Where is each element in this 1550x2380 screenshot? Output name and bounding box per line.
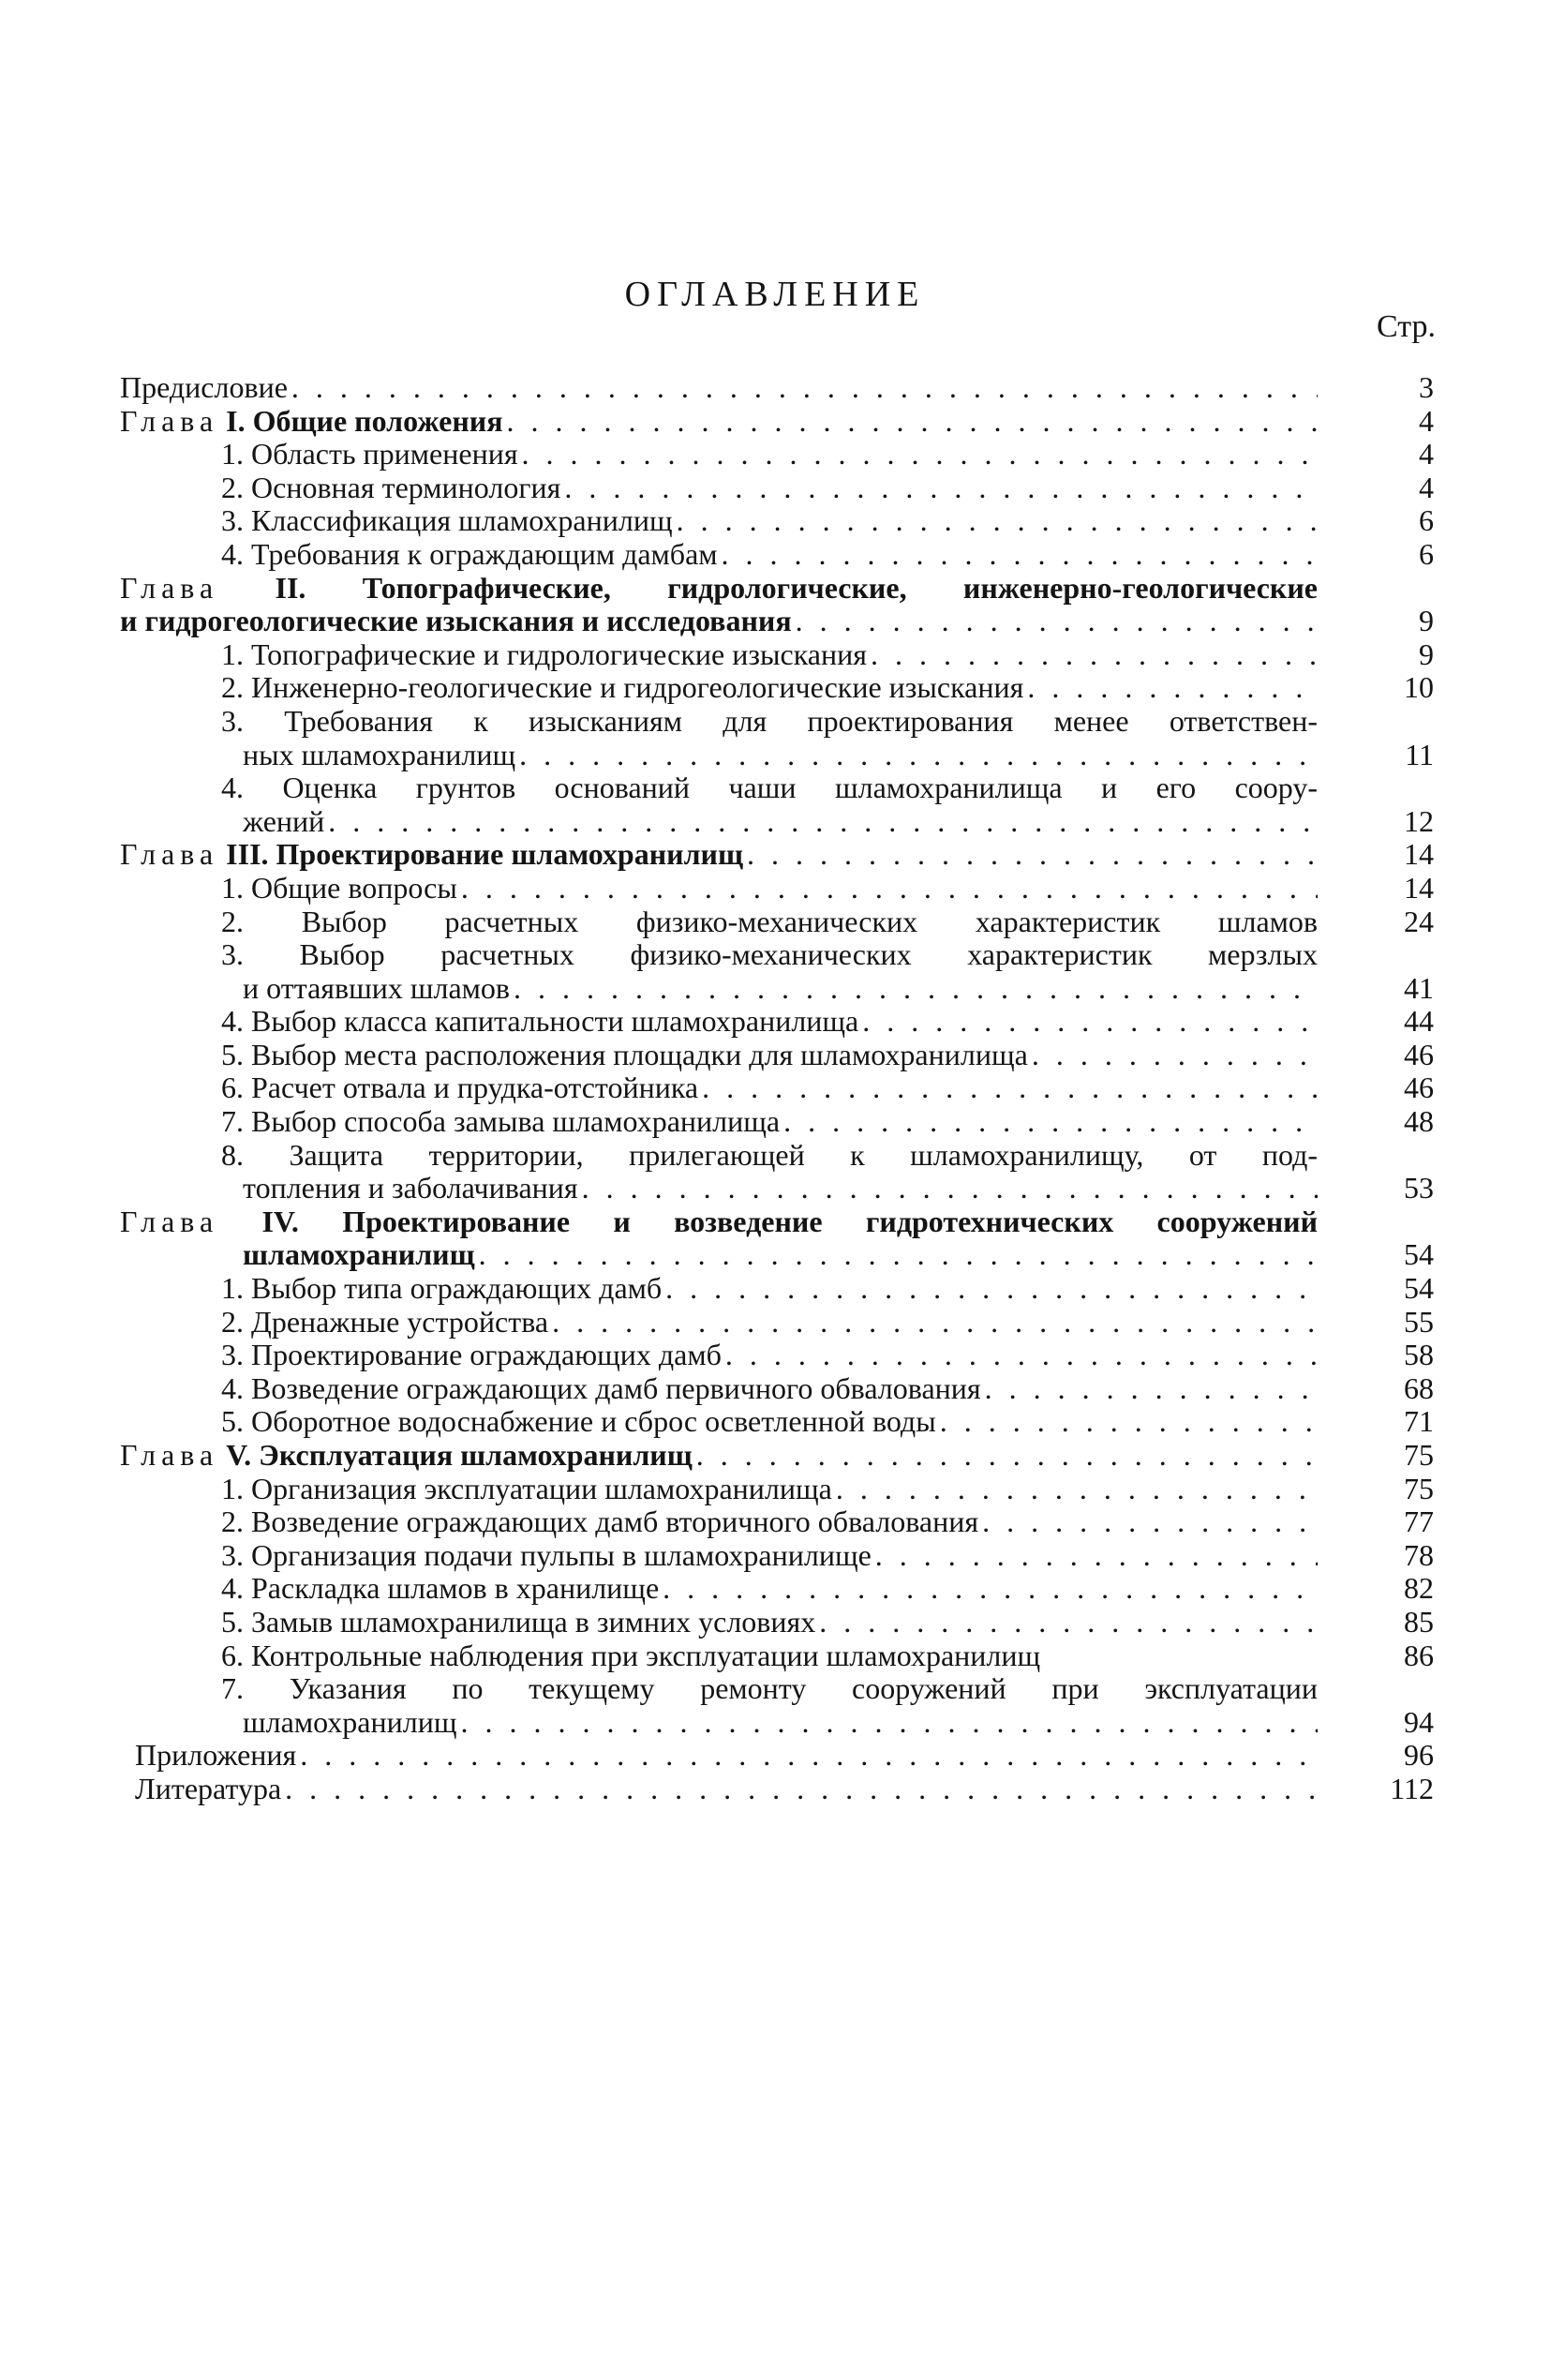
toc-entry (120, 1639, 1434, 1673)
toc-entry (120, 638, 1434, 672)
toc-entry-number: 2. (221, 1504, 244, 1539)
toc-page-number: 77 (1404, 1504, 1434, 1539)
toc-entry-title-line1: Требования к изысканиям для проектирования менее ответствен- (284, 703, 1319, 738)
toc-entry-title: Выбор типа ограждающих дамб (251, 1271, 663, 1306)
toc-page-number: 6 (1419, 536, 1434, 571)
toc-entry-title: Дренажные устройства (251, 1304, 549, 1339)
toc-entry-title: I. Общие положения (226, 403, 503, 438)
toc-entry-title: Раскладка шламов в хранилище (251, 1571, 660, 1606)
toc-entry (120, 1071, 1434, 1105)
toc-page-number: 4 (1419, 437, 1434, 472)
toc-page-number: 14 (1404, 837, 1434, 872)
toc-entry-title-line2: жений (243, 803, 325, 838)
toc-chapter (120, 838, 1434, 872)
toc-entry-number: 3. (221, 1338, 244, 1372)
toc-page-number: 14 (1404, 870, 1434, 905)
toc-entry-number: 1. (221, 636, 244, 671)
toc-entry (120, 1773, 1434, 1806)
toc-page-number: 9 (1419, 604, 1434, 638)
toc-entry-title: Возведение ограждающих дамб вторичного обвалования (251, 1504, 979, 1539)
toc-entry-title-line2: ных шламохранилищ (243, 737, 516, 771)
toc-entry-title: Возведение ограждающих дамб первичного обвалования (251, 1370, 981, 1405)
toc-entry-title-line1: Указания по текущему ремонту сооружений при эксплуатации (289, 1671, 1319, 1706)
toc-entry-number: 1. (221, 1471, 244, 1505)
toc-page-number: 54 (1404, 1237, 1434, 1272)
toc-page-number: 71 (1404, 1404, 1434, 1439)
toc-entry-number: 5. (221, 1404, 244, 1439)
toc-entry-number: 6. (221, 1638, 244, 1672)
toc-entry-number: 4. (221, 536, 244, 571)
toc-entry-title-line1: Оценка грунтов оснований чаши шламохранилища и его соору- (282, 771, 1319, 805)
toc-entry-title-line1: Защита территории, прилегающей к шламохранилищу, от под- (289, 1137, 1318, 1172)
toc-entry-title: Расчет отвала и прудка-отстойника (251, 1070, 699, 1105)
toc-page-number: 85 (1404, 1604, 1434, 1639)
toc-entry-number: 3. (221, 937, 244, 972)
toc-entry-title-line2: шламохранилищ (243, 1237, 475, 1272)
toc-entry-number: 4. (221, 771, 244, 805)
toc-page-number: 46 (1404, 1037, 1434, 1071)
toc-page-number: 10 (1404, 670, 1434, 705)
toc-page-number: 3 (1419, 370, 1434, 404)
toc-entry-number: 1. (221, 870, 244, 905)
toc-entry-title: V. Эксплуатация шламохранилищ (226, 1438, 693, 1472)
chapter-word: Глава (120, 1204, 219, 1238)
toc-entry (120, 1672, 1434, 1739)
toc-entry (120, 371, 1434, 405)
toc-entry-number: 1. (221, 437, 244, 472)
toc-entry-title-line2: шламохранилищ (243, 1704, 457, 1739)
toc-entry (120, 1139, 1434, 1205)
chapter-word: Глава (120, 1438, 219, 1472)
toc-page-number: 53 (1404, 1171, 1434, 1205)
toc-entry-number: 4. (221, 1370, 244, 1405)
toc-entry (120, 538, 1434, 572)
toc-entry-title: Инженерно-геологические и гидрогеологические изыскания (251, 670, 1024, 705)
toc-entry (120, 1039, 1434, 1072)
toc-entry-title: Литература (135, 1771, 282, 1805)
toc-entry-title: Классификация шламохранилищ (251, 503, 673, 538)
toc-entry-number: 7. (221, 1671, 244, 1706)
toc-entry-title: Общие вопросы (251, 870, 457, 905)
toc-page-number: 82 (1404, 1571, 1434, 1606)
toc-entry (120, 1272, 1434, 1306)
toc-entry (120, 472, 1434, 505)
toc-chapter (120, 1205, 1434, 1272)
toc-entry (120, 1539, 1434, 1573)
toc-chapter (120, 572, 1434, 638)
toc-page-number: 112 (1390, 1771, 1434, 1805)
toc-chapter (120, 1439, 1434, 1473)
toc-page-number: 24 (1404, 904, 1434, 938)
toc-page-number: 94 (1404, 1704, 1434, 1739)
toc-entry-number: 6. (221, 1070, 244, 1105)
toc-page-number: 75 (1404, 1438, 1434, 1472)
toc-page-number: 46 (1404, 1070, 1434, 1105)
toc-page-number: 4 (1419, 470, 1434, 504)
toc-entry-title: III. Проектирование шламохранилищ (226, 837, 743, 872)
toc-entry-title: Приложения (135, 1738, 297, 1773)
chapter-word: Глава (120, 403, 219, 438)
toc-entry-number: 3. (221, 503, 244, 538)
toc-entry (120, 504, 1434, 538)
toc-entry (120, 1405, 1434, 1439)
toc-entry (120, 1372, 1434, 1406)
toc-entry (120, 1306, 1434, 1340)
toc-page-number: 48 (1404, 1104, 1434, 1139)
toc-entry-title: Выбор класса капитальности шламохранилища (251, 1004, 859, 1039)
toc-entry (120, 1339, 1434, 1372)
toc-entry (120, 705, 1434, 771)
toc-entry-title: Оборотное водоснабжение и сброс осветленной воды (251, 1404, 936, 1439)
toc-entry (120, 438, 1434, 472)
table-of-contents (120, 371, 1434, 1806)
toc-entry-title-line2: и гидрогеологические изыскания и исследования (120, 604, 792, 638)
page-title: ОГЛАВЛЕНИЕ (624, 275, 926, 314)
toc-page-number: 54 (1404, 1271, 1434, 1306)
toc-page-number: 55 (1404, 1304, 1434, 1339)
toc-page-number: 6 (1419, 503, 1434, 538)
toc-entry-number: 2. (221, 470, 244, 504)
toc-entry-title: Выбор способа замыва шламохранилища (251, 1104, 781, 1139)
toc-entry-number: 5. (221, 1604, 244, 1639)
toc-entry-title: Организация эксплуатации шламохранилища (251, 1471, 832, 1505)
toc-page-number: 12 (1404, 803, 1434, 838)
toc-entry-title-line1: IV. Проектирование и возведение гидротехнических сооружений (261, 1204, 1319, 1238)
toc-page-number: 68 (1404, 1370, 1434, 1405)
toc-page-number: 9 (1419, 636, 1434, 671)
toc-entry-title: Топографические и гидрологические изыскания (251, 636, 867, 671)
toc-entry-title: Основная терминология (251, 470, 561, 504)
toc-page-number: 44 (1404, 1004, 1434, 1039)
toc-entry (120, 1606, 1434, 1639)
toc-page-number: 58 (1404, 1338, 1434, 1372)
toc-entry-title: Замыв шламохранилища в зимних условиях (251, 1604, 816, 1639)
toc-entry-number: 7. (221, 1104, 244, 1139)
toc-entry (120, 938, 1434, 1005)
toc-entry-number: 4. (221, 1571, 244, 1606)
toc-entry (120, 906, 1434, 939)
toc-entry-title-line2: топления и заболачивания (243, 1171, 578, 1205)
toc-page-number: 41 (1404, 970, 1434, 1005)
toc-entry-number: 3. (221, 1537, 244, 1572)
toc-entry (120, 872, 1434, 906)
toc-entry (120, 1473, 1434, 1506)
toc-entry (120, 1739, 1434, 1773)
toc-entry-number: 2. (221, 1304, 244, 1339)
toc-page-number: 86 (1404, 1638, 1434, 1672)
toc-entry-number: 2. (221, 904, 244, 938)
toc-entry-title: Выбор расчетных физико-механических характеристик шламов (301, 904, 1318, 938)
toc-entry-number: 4. (221, 1004, 244, 1039)
toc-entry-title-line1: Выбор расчетных физико-механических характеристик мерзлых (299, 937, 1318, 972)
toc-entry (120, 1572, 1434, 1606)
toc-entry-title: Контрольные наблюдения при эксплуатации шламохранилищ (251, 1638, 1041, 1672)
toc-chapter (120, 405, 1434, 439)
toc-page-number: 78 (1404, 1537, 1434, 1572)
toc-entry-title: Выбор места расположения площадки для шламохранилища (251, 1037, 1028, 1071)
toc-entry-number: 2. (221, 670, 244, 705)
toc-entry-title: Предисловие (120, 370, 288, 404)
toc-entry-title-line2: и оттаявших шламов (243, 970, 511, 1005)
toc-entry-title-line1: II. Топографические, гидрологические, инженерно-геологические (275, 570, 1319, 605)
toc-entry-title: Область применения (251, 437, 518, 472)
page-column-label: Стр. (1376, 309, 1436, 344)
toc-entry (120, 1105, 1434, 1139)
toc-entry-title: Требования к ограждающим дамбам (251, 536, 718, 571)
toc-entry-number: 5. (221, 1037, 244, 1071)
toc-entry (120, 1505, 1434, 1539)
toc-entry (120, 671, 1434, 705)
toc-entry (120, 1005, 1434, 1039)
toc-entry-title: Организация подачи пульпы в шламохранилище (251, 1537, 872, 1572)
toc-entry-number: 8. (221, 1137, 244, 1172)
chapter-word: Глава (120, 837, 219, 872)
toc-entry-number: 3. (221, 703, 244, 738)
toc-page-number: 96 (1404, 1738, 1434, 1773)
toc-page-number: 75 (1404, 1471, 1434, 1505)
chapter-word: Глава (120, 570, 219, 605)
toc-page-number: 11 (1405, 737, 1434, 771)
toc-page-number: 4 (1419, 403, 1434, 438)
toc-entry (120, 771, 1434, 838)
toc-entry-title: Проектирование ограждающих дамб (251, 1338, 722, 1372)
toc-entry-number: 1. (221, 1271, 244, 1306)
